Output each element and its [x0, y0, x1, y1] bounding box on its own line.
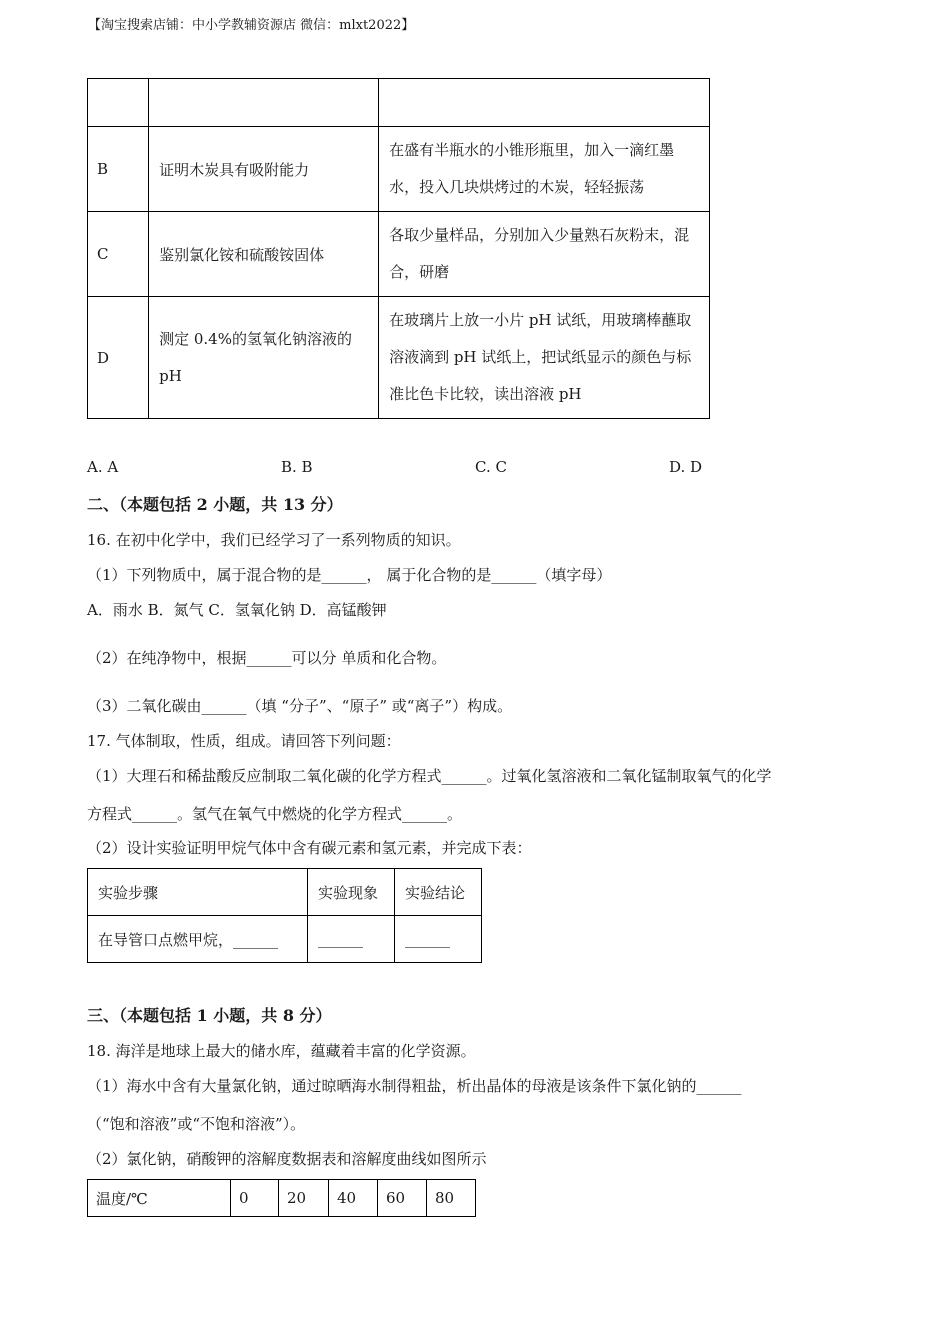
table-cell: ______: [395, 916, 482, 963]
row-method: 在盛有半瓶水的小锥形瓶里，加入一滴红墨水，投入几块烘烤过的木炭，轻轻振荡: [379, 127, 710, 212]
row-purpose: 证明木炭具有吸附能力: [149, 127, 379, 212]
section-3-title: 三、（本题包括 1 小题，共 8 分）: [87, 1006, 332, 1025]
methane-table: [87, 868, 482, 963]
q16-part1: （1）下列物质中，属于混合物的是______， 属于化合物的是______（填字母）: [87, 566, 612, 584]
table-cell: ______: [308, 916, 395, 963]
q17-stem: 17. 气体制取，性质，组成。请回答下列问题：: [87, 732, 401, 750]
table-row: [88, 127, 710, 212]
q16-part2: （2）在纯净物中，根据______可以分 单质和化合物。: [87, 649, 447, 667]
q18-part2: （2）氯化钠，硝酸钾的溶解度数据表和溶解度曲线如图所示: [87, 1150, 487, 1168]
table-header-row: [88, 1180, 476, 1217]
row-method: 在玻璃片上放一小片 pH 试纸，用玻璃棒蘸取溶液滴到 pH 试纸上，把试纸显示的颜色与标准比色卡比较，读出溶液 pH: [379, 297, 710, 419]
header-cell: 40: [329, 1180, 378, 1217]
q18-part1-line2: （“饱和溶液”或“不饱和溶液”）。: [87, 1115, 306, 1133]
experiment-table: [87, 78, 710, 419]
q17-part1-line1: （1）大理石和稀盐酸反应制取二氧化碳的化学方程式______。过氧化氢溶液和二氧化锰制取氧气的化学: [87, 767, 772, 785]
row-method: 各取少量样品，分别加入少量熟石灰粉末，混合，研磨: [379, 212, 710, 297]
header-cell: 实验步骤: [88, 869, 308, 916]
table-row: [88, 297, 710, 419]
table-row: [88, 79, 710, 127]
header-cell: 实验现象: [308, 869, 395, 916]
header-cell: 80: [427, 1180, 476, 1217]
table-header-row: [88, 869, 482, 916]
option-b: B. B: [281, 458, 313, 476]
header-cell: 温度/℃: [88, 1180, 231, 1217]
row-purpose: 鉴别氯化铵和硫酸铵固体: [149, 212, 379, 297]
solubility-table: [87, 1179, 476, 1217]
table-cell: 在导管口点燃甲烷，______: [88, 916, 308, 963]
section-2-title: 二、（本题包括 2 小题，共 13 分）: [87, 495, 343, 514]
table-row: [88, 916, 482, 963]
header-cell: 20: [279, 1180, 329, 1217]
row-label: [88, 79, 149, 127]
row-purpose: [149, 79, 379, 127]
option-c: C. C: [475, 458, 507, 476]
q18-stem: 18. 海洋是地球上最大的储水库，蕴藏着丰富的化学资源。: [87, 1042, 476, 1060]
header-cell: 实验结论: [395, 869, 482, 916]
row-label: B: [88, 127, 149, 212]
q18-part1-line1: （1）海水中含有大量氯化钠，通过晾晒海水制得粗盐，析出晶体的母液是该条件下氯化钠的______: [87, 1077, 742, 1095]
q17-part1-line2: 方程式______。氢气在氧气中燃烧的化学方程式______。: [87, 805, 463, 823]
table-row: [88, 212, 710, 297]
q17-part2: （2）设计实验证明甲烷气体中含有碳元素和氢元素，并完成下表：: [87, 839, 532, 857]
header-cell: 0: [231, 1180, 279, 1217]
option-d: D. D: [669, 458, 703, 476]
page-header: 【淘宝搜索店铺：中小学教辅资源店 微信：mlxt2022】: [88, 18, 415, 33]
q16-stem: 16. 在初中化学中，我们已经学习了一系列物质的知识。: [87, 531, 461, 549]
q16-choices: A．雨水 B．氮气 C．氢氧化钠 D．高锰酸钾: [87, 601, 387, 619]
row-label: C: [88, 212, 149, 297]
row-method: [379, 79, 710, 127]
row-purpose: 测定 0.4%的氢氧化钠溶液的 pH: [149, 297, 379, 419]
header-cell: 60: [378, 1180, 427, 1217]
row-label: D: [88, 297, 149, 419]
q16-part3: （3）二氧化碳由______（填 “分子”、“原子” 或“离子”）构成。: [87, 697, 513, 715]
option-a: A. A: [87, 458, 119, 476]
